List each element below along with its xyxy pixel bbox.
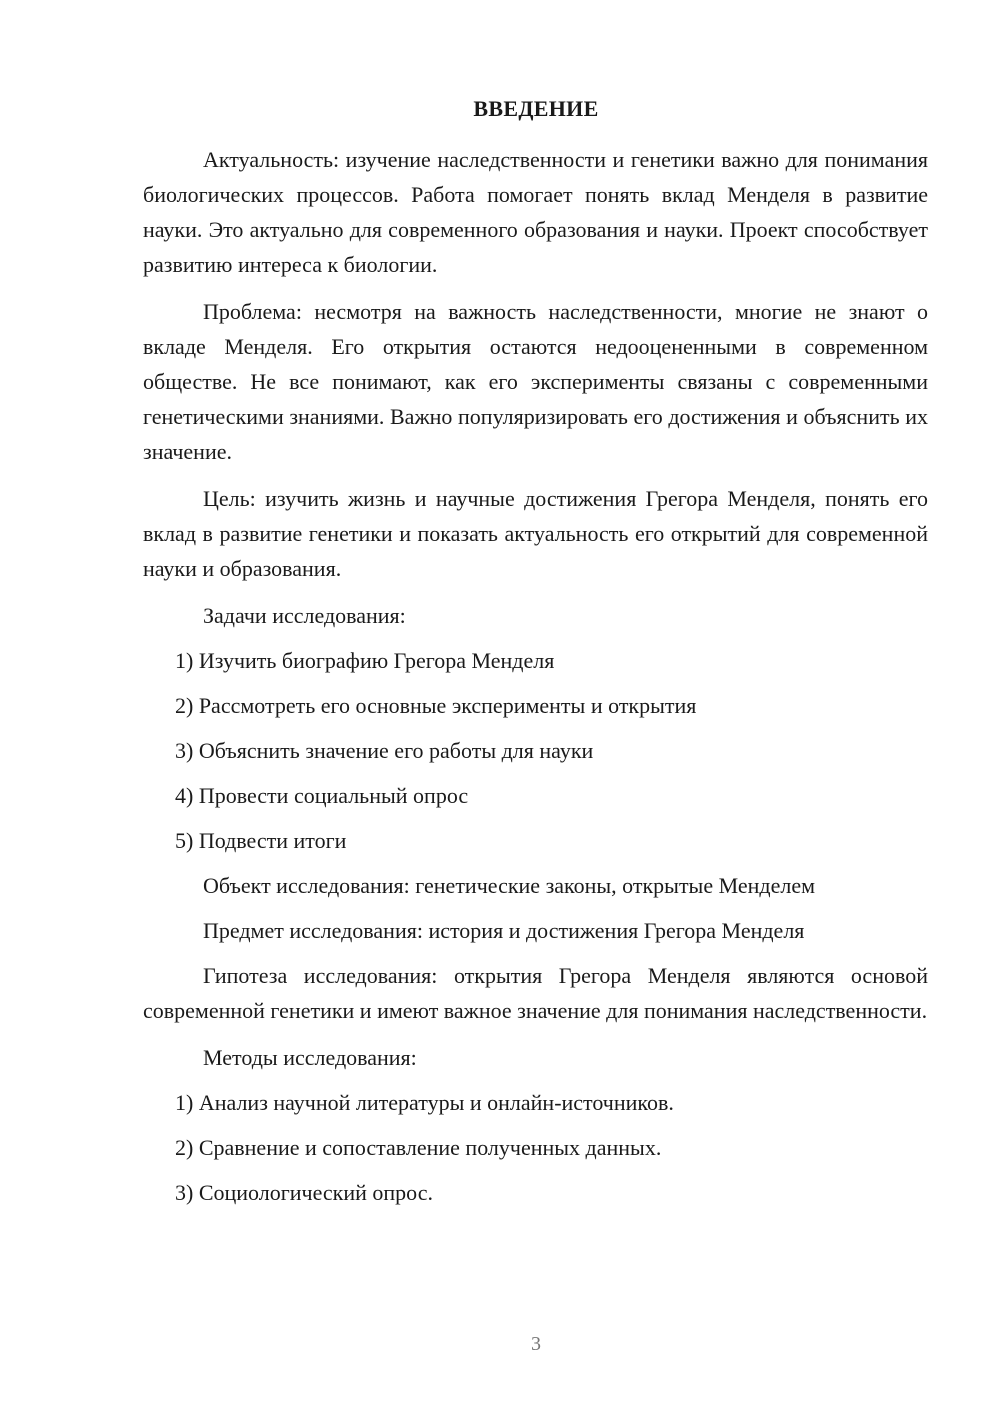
goal-paragraph: Цель: изучить жизнь и научные достижения Грегора Менделя, понять его вклад в развитие генетики и показать актуальность его открытий для современной науки и образования.	[143, 486, 928, 581]
task-item: 3) Объяснить значение его работы для науки	[175, 738, 594, 763]
methods-heading: Методы исследования:	[203, 1045, 417, 1070]
task-item: 4) Провести социальный опрос	[175, 783, 469, 808]
task-item: 5) Подвести итоги	[175, 828, 347, 853]
method-item: 1) Анализ научной литературы и онлайн-источников.	[175, 1090, 674, 1115]
section-heading: ВВЕДЕНИЕ	[473, 96, 599, 121]
relevance-paragraph: Актуальность: изучение наследственности и генетики важно для понимания биологических процессов. Работа помогает понять вклад Менделя в развитие науки. Это актуально для современного образования и науки. Проект способствует развитию интереса к биологии.	[143, 147, 928, 277]
page-number: 3	[531, 1333, 541, 1355]
research-object: Объект исследования: генетические законы, открытые Менделем	[203, 873, 816, 898]
method-item: 3) Социологический опрос.	[175, 1180, 433, 1205]
task-item: 2) Рассмотреть его основные эксперименты и открытия	[175, 693, 697, 718]
method-item: 2) Сравнение и сопоставление полученных данных.	[175, 1135, 662, 1160]
problem-paragraph: Проблема: несмотря на важность наследственности, многие не знают о вкладе Менделя. Его открытия остаются недооцененными в современном обществе. Не все понимают, как его эксперименты связаны с современными генетическими знаниями. Важно популяризировать его достижения и объяснить их значение.	[143, 299, 928, 464]
task-item: 1) Изучить биографию Грегора Менделя	[175, 648, 555, 673]
hypothesis-paragraph: Гипотеза исследования: открытия Грегора Менделя являются основой современной генетики и имеют важное значение для понимания наследственности.	[143, 963, 928, 1023]
document-body	[143, 142, 928, 1220]
research-subject: Предмет исследования: история и достижения Грегора Менделя	[203, 918, 805, 943]
tasks-heading: Задачи исследования:	[203, 603, 406, 628]
